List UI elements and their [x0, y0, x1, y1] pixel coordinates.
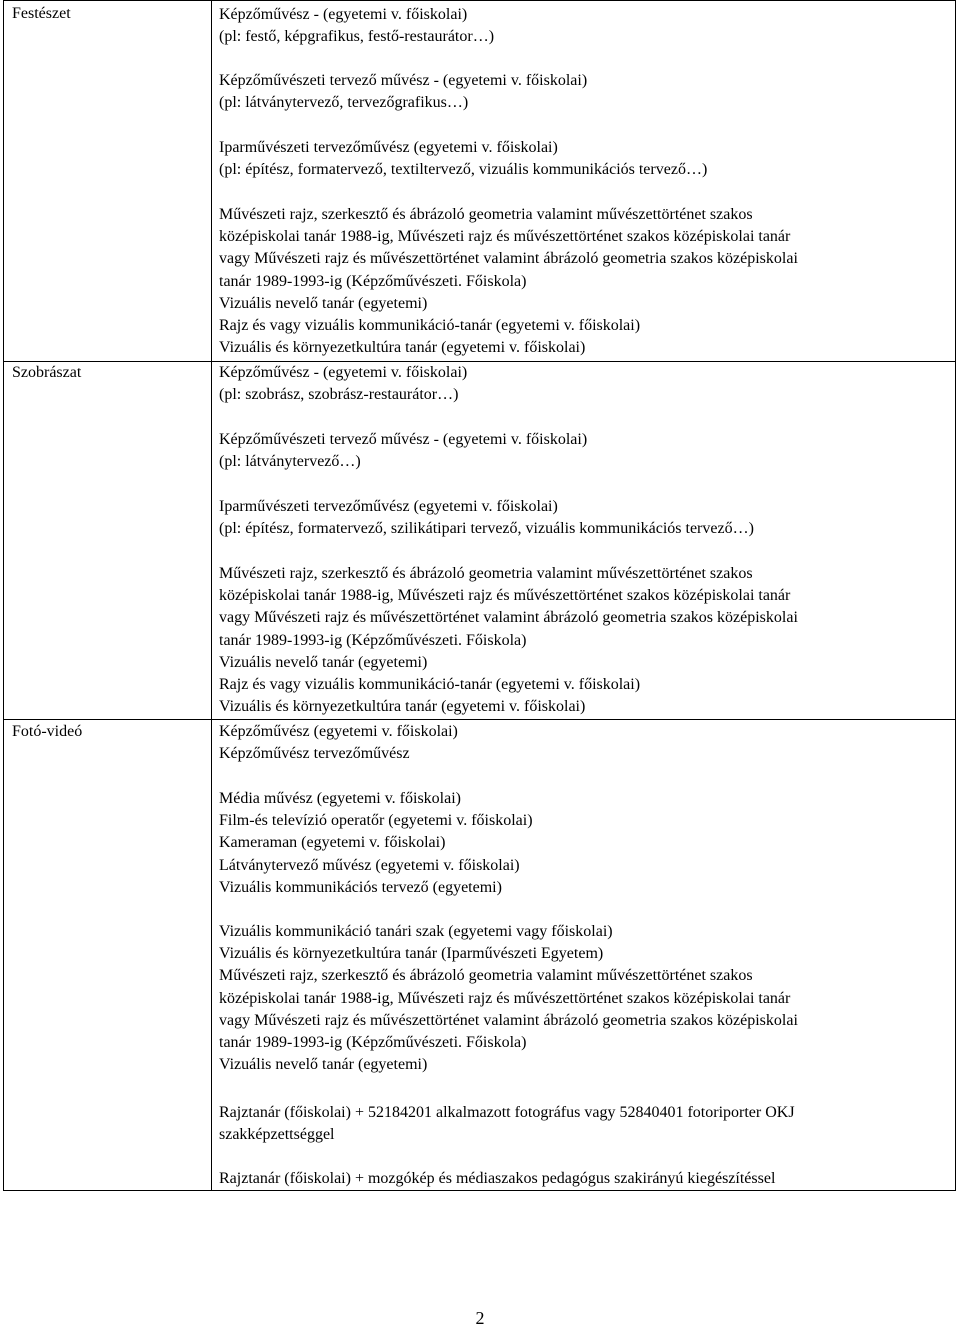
category-cell-festeszet: Festészet: [12, 5, 71, 22]
page-number: 2: [475, 1308, 485, 1328]
qualification-block: Iparművészeti tervezőművész (egyetemi v. főiskolai) (pl: építész, formatervező, textiltervező, vizuális kommunikációs tervező…): [219, 139, 708, 179]
qualification-block: Képzőművész (egyetemi v. főiskolai) Képzőművész tervezőművész: [219, 723, 458, 763]
qualification-table: [3, 0, 956, 1191]
qualification-block: Képzőművészeti tervező művész - (egyetemi v. főiskolai) (pl: látványtervező, tervezőgrafikus…): [219, 72, 588, 112]
qualification-block: Vizuális kommunikáció tanári szak (egyetemi vagy főiskolai) Vizuális és környezetkultúra tanár (Iparművészeti Egyetem) Művészeti rajz, szerkesztő és ábrázoló geometria valamint művészettörténet szakos középiskolai tanár 1988-ig, Művészeti rajz és művészettörténet szakos középiskolai tanár vagy Művészeti rajz és művészettörténet valamint ábrázoló geometria szakos középiskolai tanár 1989-1993-ig (Képzőművészeti. Főiskola) Vizuális nevelő tanár (egyetemi): [219, 923, 798, 1074]
qualification-block: Képzőművész - (egyetemi v. főiskolai) (pl: festő, képgrafikus, festő-restaurátor…): [219, 6, 495, 46]
category-cell-szobraszat: Szobrászat: [12, 364, 82, 381]
column-divider: [211, 1, 212, 1190]
qualification-block: Képzőművész - (egyetemi v. főiskolai) (pl: szobrász, szobrász-restaurátor…): [219, 364, 468, 404]
qualification-block: Média művész (egyetemi v. főiskolai) Film-és televízió operatőr (egyetemi v. főiskolai) Kameraman (egyetemi v. főiskolai) Látványtervező művész (egyetemi v. főiskolai) Vizuális kommunikációs tervező (egyetemi): [219, 790, 533, 896]
qualification-block: Rajztanár (főiskolai) + 52184201 alkalmazott fotográfus vagy 52840401 fotoriporter OKJ szakképzettséggel: [219, 1104, 795, 1144]
qualification-block: Rajztanár (főiskolai) + mozgókép és médiaszakos pedagógus szakirányú kiegészítéssel: [219, 1170, 776, 1187]
qualification-block: Művészeti rajz, szerkesztő és ábrázoló geometria valamint művészettörténet szakos középiskolai tanár 1988-ig, Művészeti rajz és művészettörténet szakos középiskolai tanár vagy Művészeti rajz és művészettörténet valamint ábrázoló geometria szakos középiskolai tanár 1989-1993-ig (Képzőművészeti. Főiskola) Vizuális nevelő tanár (egyetemi) Rajz és vagy vizuális kommunikáció-tanár (egyetemi v. főiskolai) Vizuális és környezetkultúra tanár (egyetemi v. főiskolai): [219, 206, 798, 357]
category-cell-foto-video: Fotó-videó: [12, 723, 83, 740]
qualification-block: Művészeti rajz, szerkesztő és ábrázoló geometria valamint művészettörténet szakos középiskolai tanár 1988-ig, Művészeti rajz és művészettörténet szakos középiskolai tanár vagy Művészeti rajz és művészettörténet valamint ábrázoló geometria szakos középiskolai tanár 1989-1993-ig (Képzőművészeti. Főiskola) Vizuális nevelő tanár (egyetemi) Rajz és vagy vizuális kommunikáció-tanár (egyetemi v. főiskolai) Vizuális és környezetkultúra tanár (egyetemi v. főiskolai): [219, 565, 798, 716]
qualification-block: Iparművészeti tervezőművész (egyetemi v. főiskolai) (pl: építész, formatervező, szilikátipari tervező, vizuális kommunikációs tervező…): [219, 498, 754, 538]
qualification-block: Képzőművészeti tervező művész - (egyetemi v. főiskolai) (pl: látványtervező…): [219, 431, 588, 471]
row-divider: [4, 719, 955, 720]
